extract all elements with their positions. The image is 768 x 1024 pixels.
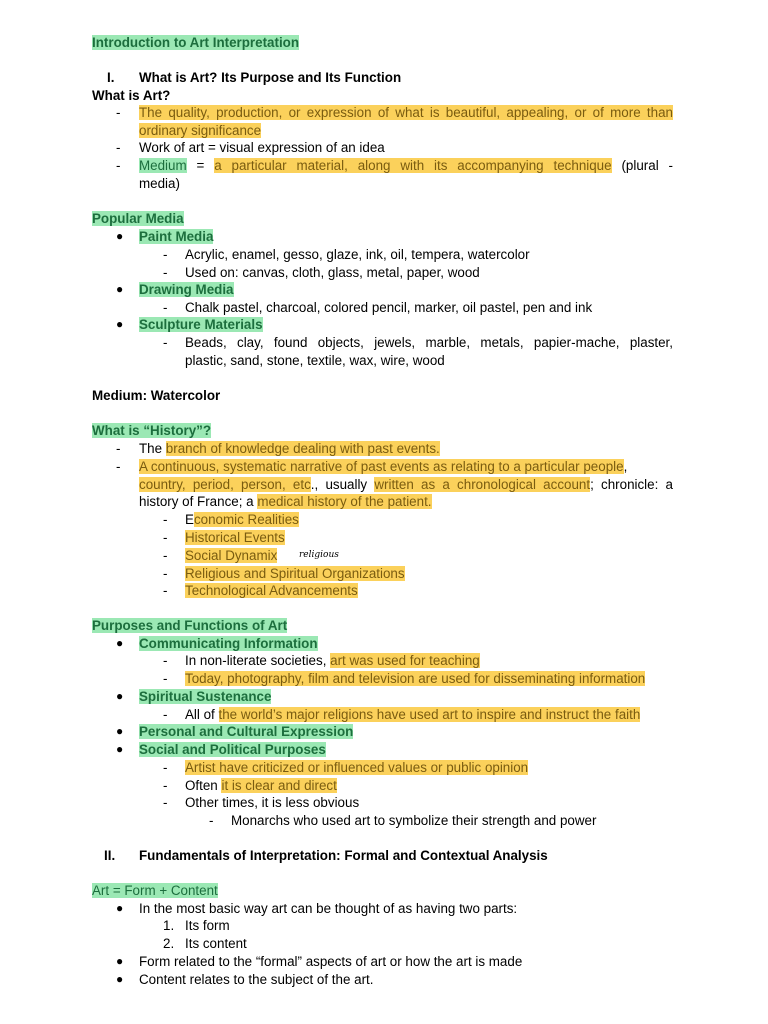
dash-marker: - [116, 105, 121, 120]
list-item [139, 228, 213, 245]
subheading-purposes [92, 617, 287, 634]
list-item: Its content [185, 936, 247, 951]
highlighted-heading: Art = Form + Content [92, 883, 218, 898]
section-heading: Fundamentals of Interpretation: Formal and Contextual Analysis [139, 848, 548, 863]
handwritten-note: religious [299, 550, 339, 560]
subheading-medium-watercolor: Medium: Watercolor [92, 388, 221, 403]
bullet-marker: ● [116, 689, 124, 703]
bullet-marker: ● [116, 636, 124, 650]
list-item: Other times, it is less obvious [185, 795, 360, 810]
list-item: Used on: canvas, cloth, glass, metal, paper, wood [185, 265, 480, 280]
subheading-popular-media [92, 210, 184, 227]
list-item [139, 440, 440, 457]
highlighted-text: Religious and Spiritual Organizations [185, 566, 405, 581]
highlighted-text: conomic Realities [193, 512, 299, 527]
definition-line: Work of art = visual expression of an idea [139, 140, 385, 155]
highlighted-text: it is clear and direct [221, 778, 337, 793]
list-item [139, 281, 234, 298]
highlighted-text: country, period, person, etc [139, 477, 311, 492]
dash-marker: - [163, 653, 168, 668]
bullet-marker: ● [116, 229, 124, 243]
text: (plural - [611, 158, 674, 173]
text: In non-literate societies, [185, 653, 331, 668]
list-item [185, 670, 645, 687]
highlighted-text: art was used for teaching [330, 653, 480, 668]
dash-marker: - [163, 265, 168, 280]
bullet-marker: ● [116, 901, 124, 915]
section-heading: What is Art? Its Purpose and Its Function [139, 70, 402, 85]
highlighted-heading: What is “History”? [92, 423, 212, 438]
dash-marker: - [163, 778, 168, 793]
highlighted-text: Historical Events [185, 530, 285, 545]
dash-marker: - [116, 140, 121, 155]
dash-marker: - [163, 335, 168, 350]
list-item: Acrylic, enamel, gesso, glaze, ink, oil, tempera, watercolor [185, 247, 530, 262]
definition-line [139, 122, 261, 139]
list-item [185, 511, 299, 528]
dash-marker: - [116, 158, 121, 173]
number-marker: 2. [163, 936, 175, 951]
list-item: plastic, sand, stone, textile, wax, wire, wood [185, 353, 445, 368]
list-item: Its form [185, 918, 230, 933]
dash-marker: - [116, 441, 121, 456]
highlighted-heading: Spiritual Sustenance [139, 689, 272, 704]
dash-marker: - [209, 813, 214, 828]
dash-marker: - [163, 300, 168, 315]
highlighted-heading: Social and Political Purposes [139, 742, 326, 757]
section-numeral: I. [107, 70, 115, 85]
highlighted-text: medical history of the patient. [257, 494, 432, 509]
highlighted-heading: Sculpture Materials [139, 317, 263, 332]
text: All of [185, 707, 219, 722]
highlighted-text: written as a chronological account [374, 477, 591, 492]
dash-marker: - [163, 530, 168, 545]
text: E [185, 512, 194, 527]
dash-marker: - [116, 459, 121, 474]
bullet-marker: ● [116, 282, 124, 296]
list-item [185, 706, 640, 723]
dash-marker: - [163, 566, 168, 581]
highlighted-text: A continuous, systematic narrative of past events as relating to a particular people [139, 459, 624, 474]
highlighted-text: Today, photography, film and television are used for disseminating information [185, 671, 646, 686]
list-item: Beads, clay, found objects, jewels, marble, metals, papier-mache, plaster, [185, 335, 673, 350]
list-item: Monarchs who used art to symbolize their strength and power [231, 813, 597, 828]
highlighted-heading: Paint Media [139, 229, 214, 244]
highlighted-text: Technological Advancements [185, 583, 358, 598]
bullet-marker: ● [116, 724, 124, 738]
text: = [186, 158, 215, 173]
subheading-history [92, 422, 211, 439]
highlighted-text: ordinary significance [139, 123, 262, 138]
list-item [185, 529, 285, 546]
highlighted-text: Social Dynamix [185, 548, 278, 563]
highlighted-text: The quality, production, or expression of what is beautiful, appealing, or of more than [139, 105, 673, 120]
text: ., usually [310, 477, 375, 492]
text: history of France; a [139, 494, 258, 509]
dash-marker: - [163, 795, 168, 810]
list-item [185, 582, 358, 599]
section-numeral: II. [104, 848, 116, 863]
definition-line: media) [139, 176, 180, 191]
text: The [139, 441, 166, 456]
list-item [139, 723, 353, 740]
dash-marker: - [163, 512, 168, 527]
text: , [623, 459, 628, 474]
text: Often [185, 778, 222, 793]
title-highlight: Introduction to Art Interpretation [92, 35, 300, 50]
list-item [139, 688, 271, 705]
list-item [139, 741, 326, 758]
list-item: Content relates to the subject of the art. [139, 972, 374, 987]
list-item [185, 565, 405, 582]
highlighted-text: a particular material, along with its accompanying technique [214, 158, 612, 173]
highlighted-heading: Purposes and Functions of Art [92, 618, 288, 633]
dash-marker: - [163, 760, 168, 775]
list-item: Form related to the “formal” aspects of art or how the art is made [139, 954, 523, 969]
list-item [139, 493, 432, 510]
list-item [139, 476, 673, 493]
list-item [139, 635, 318, 652]
highlighted-term: Medium [139, 158, 187, 173]
highlighted-heading: Communicating Information [139, 636, 318, 651]
list-item: Chalk pastel, charcoal, colored pencil, marker, oil pastel, pen and ink [185, 300, 593, 315]
highlighted-text: the world’s major religions have used art to inspire and instruct the faith [218, 707, 641, 722]
dash-marker: - [163, 548, 168, 563]
list-item [185, 759, 528, 776]
definition-line [139, 104, 673, 121]
highlighted-heading: Drawing Media [139, 282, 234, 297]
bullet-marker: ● [116, 954, 124, 968]
list-item [185, 777, 337, 794]
list-item [185, 652, 480, 669]
bullet-marker: ● [116, 972, 124, 986]
number-marker: 1. [163, 918, 175, 933]
subheading-what-is-art: What is Art? [92, 88, 171, 103]
list-item [185, 547, 277, 564]
subheading-art-equation [92, 882, 218, 899]
highlighted-text: Artist have criticized or influenced values or public opinion [185, 760, 529, 775]
dash-marker: - [163, 247, 168, 262]
bullet-marker: ● [116, 742, 124, 756]
list-item [139, 458, 627, 475]
document-title [92, 34, 299, 51]
highlighted-heading: Popular Media [92, 211, 184, 226]
list-item: In the most basic way art can be thought of as having two parts: [139, 901, 518, 916]
definition-line [139, 157, 673, 174]
highlighted-text: branch of knowledge dealing with past events. [165, 441, 440, 456]
bullet-marker: ● [116, 317, 124, 331]
dash-marker: - [163, 583, 168, 598]
dash-marker: - [163, 707, 168, 722]
text: ; chronicle: a [590, 477, 673, 492]
list-item [139, 316, 263, 333]
dash-marker: - [163, 671, 168, 686]
highlighted-heading: Personal and Cultural Expression [139, 724, 354, 739]
